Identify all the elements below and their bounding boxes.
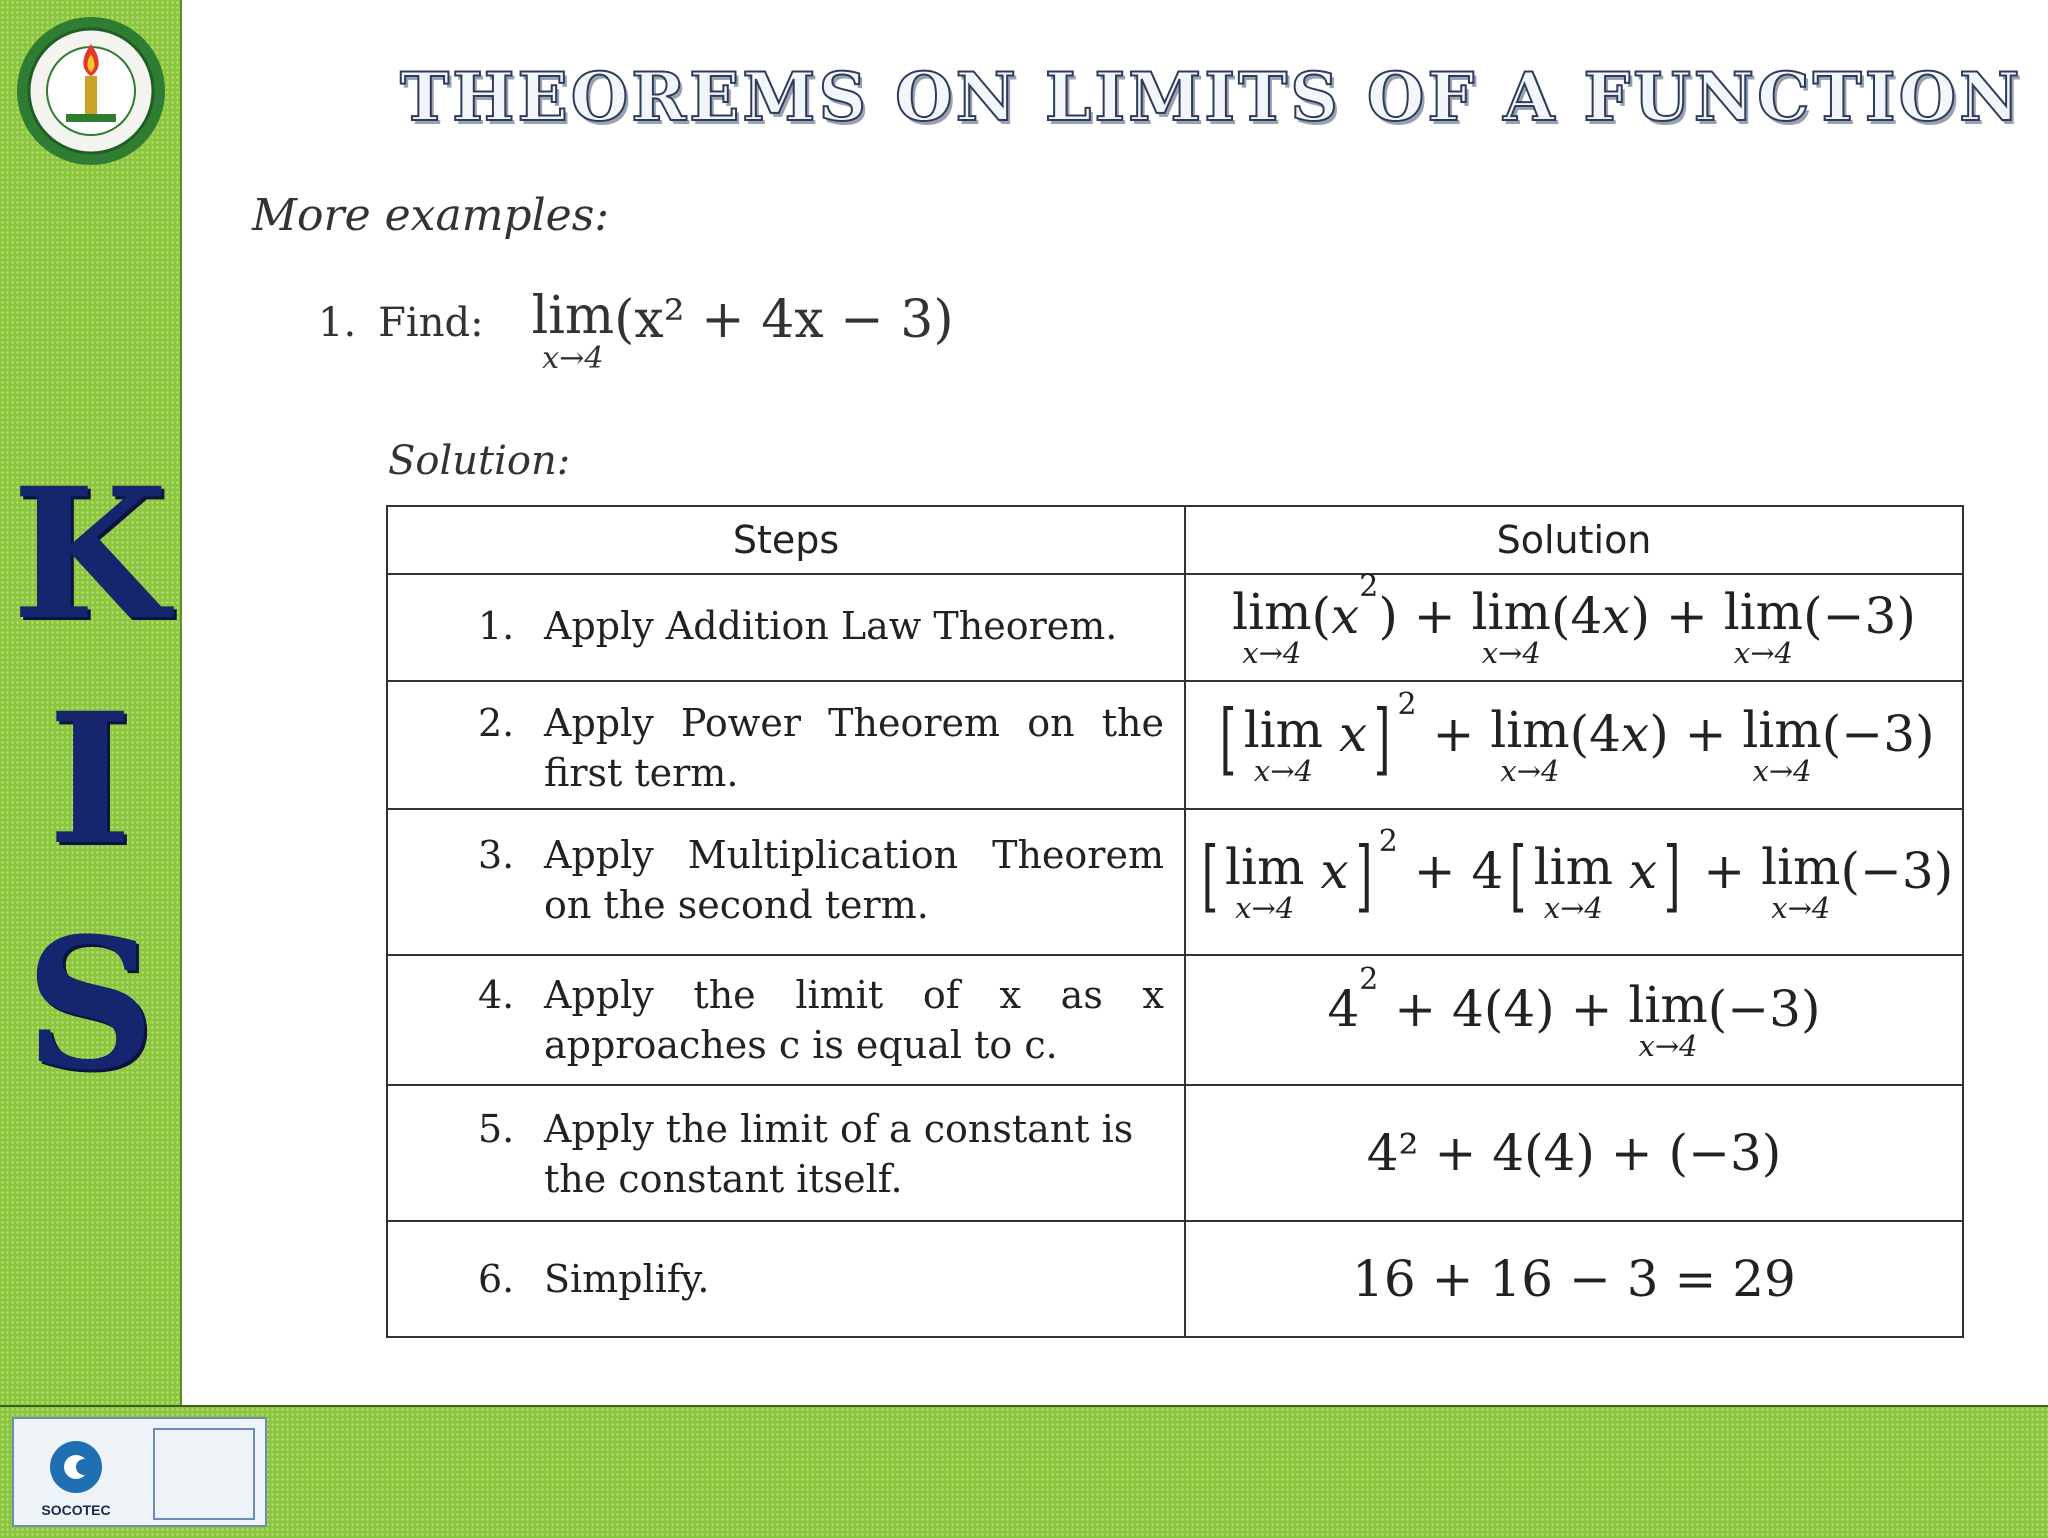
step-cell: [388, 956, 1186, 1084]
socotec-logo-icon: [14, 1419, 269, 1529]
table-row: [388, 954, 1962, 1084]
table-header-row: [388, 507, 1962, 573]
step-number: 4.: [478, 973, 515, 1017]
lim-subscript: x→4: [542, 341, 604, 376]
solution-cell: [1186, 956, 1962, 1084]
step-cell: [388, 1222, 1186, 1336]
problem-expression: [531, 286, 954, 376]
slide-title: THEOREMS ON LIMITS OF A FUNCTION: [400, 58, 2023, 136]
step-number: 6.: [478, 1257, 515, 1301]
table-row: [388, 1084, 1962, 1220]
sidebar-letter-s: S: [25, 899, 155, 1110]
step-cell: [388, 810, 1186, 954]
footer-bar: [0, 1405, 2048, 1538]
table-row: [388, 1220, 1962, 1336]
table-row: [388, 808, 1962, 954]
problem-number: 1.: [318, 300, 357, 346]
step-text: Apply the limit of a constant is the constant itself.: [544, 1107, 1134, 1201]
solution-cell: [1186, 1086, 1962, 1220]
step-cell: [388, 682, 1186, 808]
problem-statement: [318, 286, 954, 376]
solution-expression: [ lim x→4 x ] 2 + 4 [ lim x→4 x ] + lim x→4 (−3): [1201, 823, 1954, 925]
sidebar-letter-i: I: [47, 674, 133, 885]
step-number: 3.: [478, 833, 515, 877]
step-number: 2.: [478, 701, 515, 745]
footer-logo-text: SOCOTEC: [41, 1502, 111, 1518]
solution-label: Solution:: [388, 438, 571, 484]
lim-word: lim: [531, 286, 615, 346]
step-text: Apply Addition Law Theorem.: [544, 604, 1118, 648]
solution-cell: [1186, 682, 1962, 808]
table-row: [388, 680, 1962, 808]
solution-cell: [1186, 569, 1962, 680]
certification-logo: [12, 1417, 267, 1527]
step-text: Apply the limit of x as x approaches c is equal to c.: [544, 973, 1164, 1067]
solution-cell: [1186, 810, 1962, 954]
step-cell: [388, 1086, 1186, 1220]
step-number: 5.: [478, 1107, 515, 1151]
solution-expression: [ lim x→4 x ] 2 + lim x→4 (4 x ) + lim x→4 (−3): [1220, 686, 1935, 788]
solution-expression: 16 + 16 − 3 = 29: [1352, 1250, 1796, 1308]
step-number: 1.: [478, 604, 515, 648]
solution-cell: [1186, 1222, 1962, 1336]
table-row: [388, 569, 1962, 680]
problem-label: Find:: [378, 300, 484, 346]
solution-expression: lim x→4 ( x 2 ) + lim x→4 (4 x ) + lim x→4 (−3): [1232, 569, 1916, 670]
school-seal-icon: [14, 14, 168, 168]
sidebar-letter-k: K: [11, 449, 169, 660]
header-solution: Solution: [1496, 518, 1652, 562]
solution-table: [386, 505, 1964, 1338]
step-text: Apply Multiplication Theorem on the second term.: [544, 833, 1164, 927]
step-cell: [388, 575, 1186, 680]
solution-expression: 4 2 + 4(4) + lim x→4 (−3): [1327, 961, 1821, 1063]
solution-expression: 4² + 4(4) + (−3): [1366, 1124, 1782, 1182]
step-text: Simplify.: [544, 1257, 710, 1301]
sidebar: [0, 0, 182, 1405]
step-text: Apply Power Theorem on the first term.: [544, 701, 1164, 795]
intro-text: More examples:: [252, 190, 610, 241]
header-steps: Steps: [388, 507, 1186, 573]
problem-expression-body: (x² + 4x − 3): [614, 290, 954, 350]
